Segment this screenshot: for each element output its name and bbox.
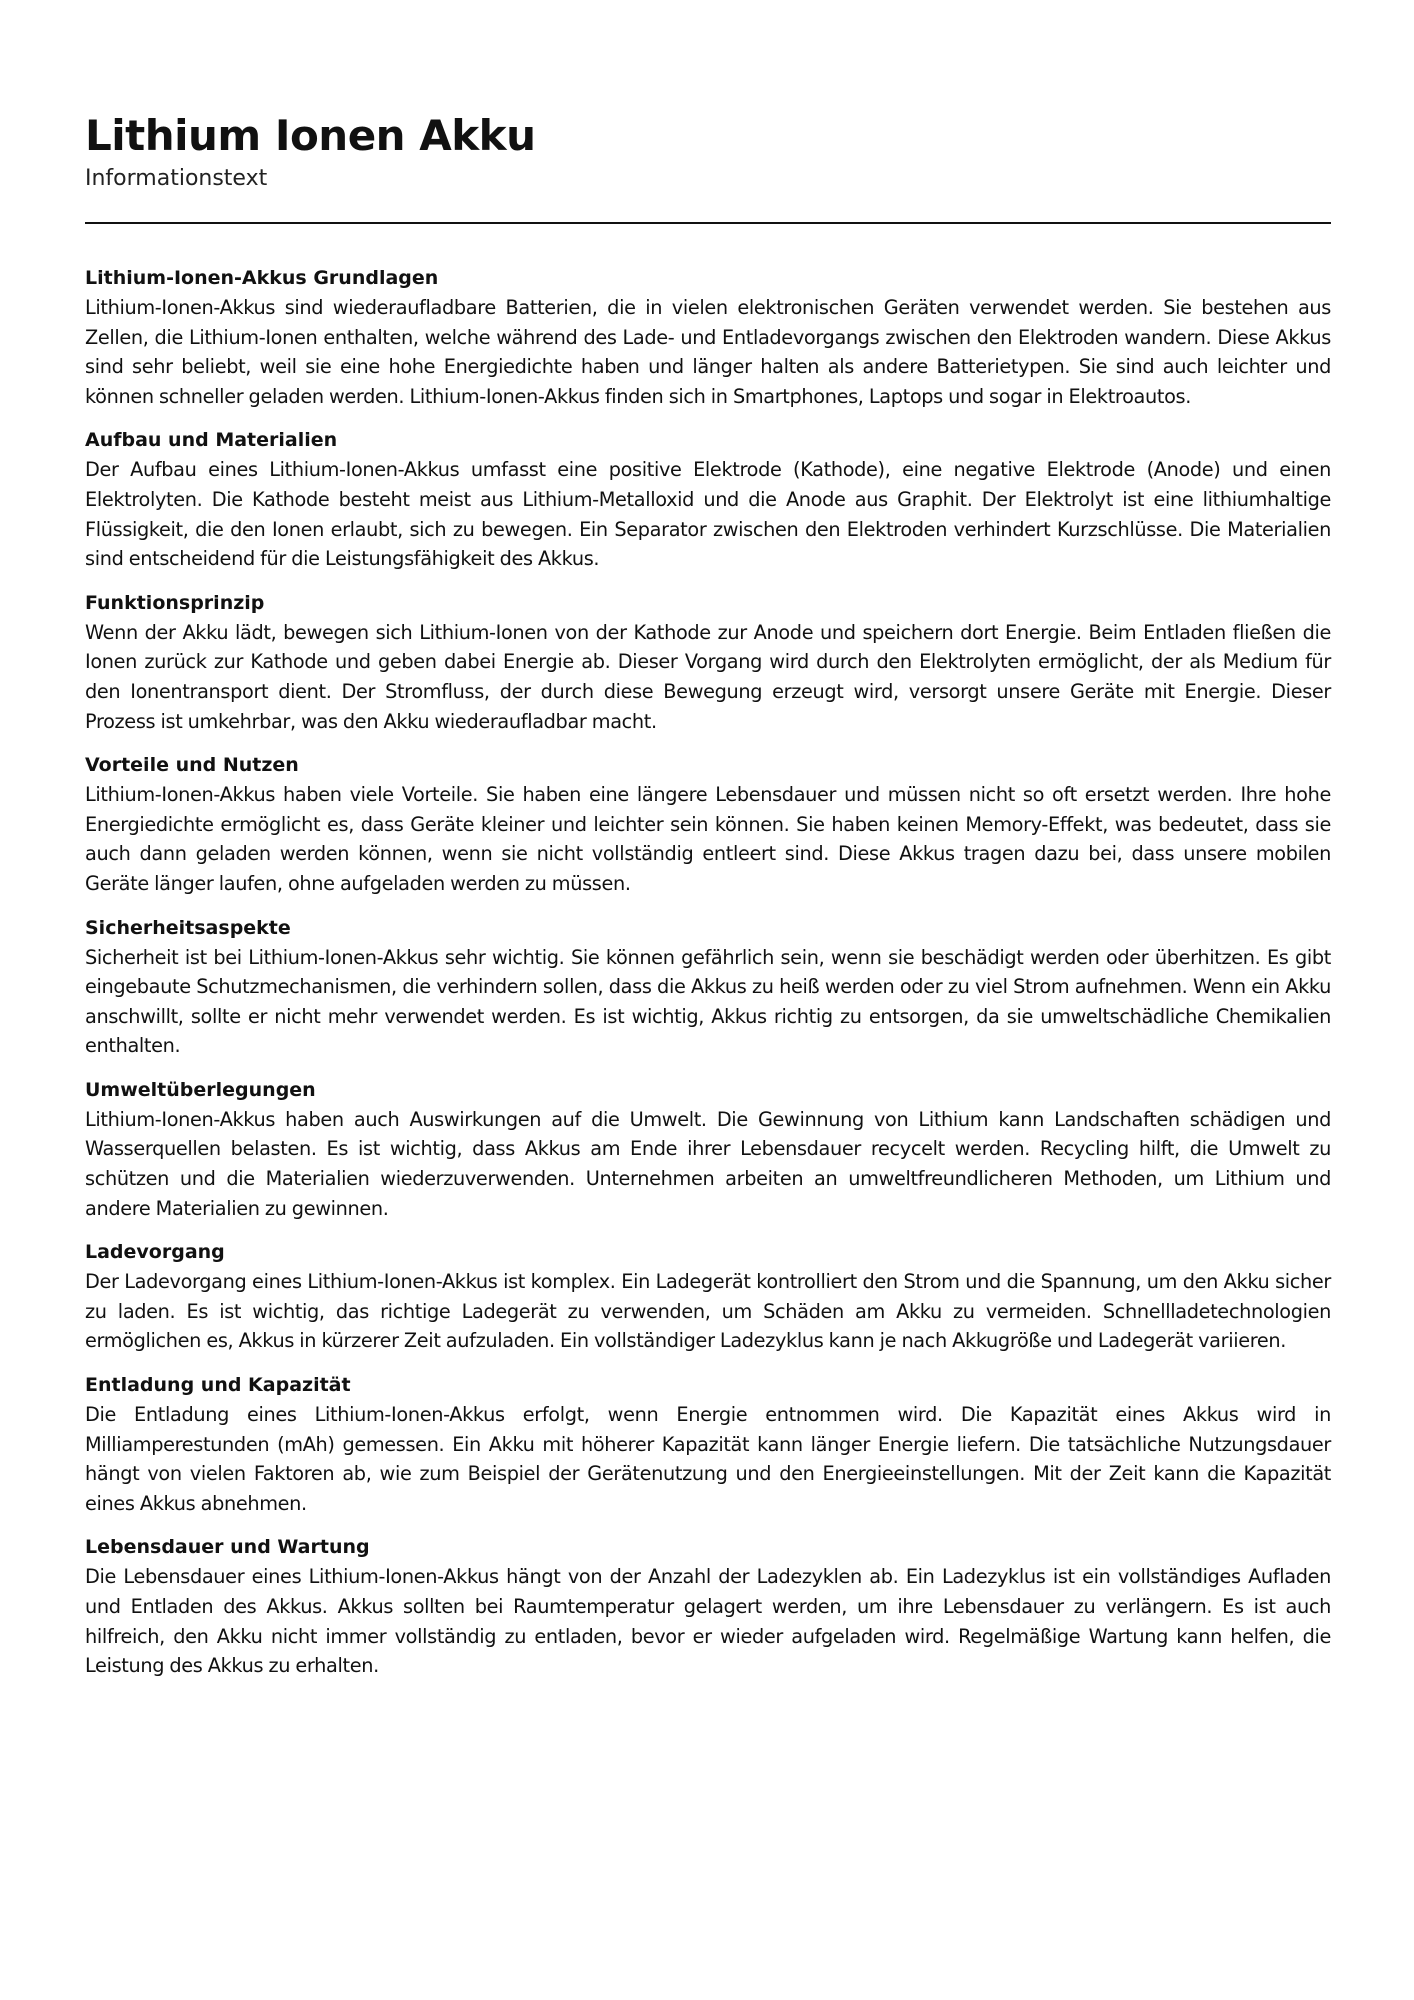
section-heading: Lithium-Ionen-Akkus Grundlagen <box>85 267 439 289</box>
section-heading: Entladung und Kapazität <box>85 1374 351 1397</box>
section-body: Lithium-Ionen-Akkus haben viele Vorteile. Sie haben eine längere Lebensdauer und müssen nicht so oft ersetzt werden. Ihre hohe Energiedichte ermöglicht es, dass Geräte kleiner und leichter sein können. Sie haben keinen Memory-Effekt, was bedeutet, dass sie auch dann geladen werden können, wenn sie nicht vollständig entleert sind. Diese Akkus tragen dazu bei, dass unsere mobilen Geräte länger laufen, ohne aufgeladen werden zu müssen. <box>85 783 1331 895</box>
section-body: Lithium-Ionen-Akkus haben auch Auswirkungen auf die Umwelt. Die Gewinnung von Lithium kann Landschaften schädigen und Wasserquellen belasten. Es ist wichtig, dass Akkus am Ende ihrer Lebensdauer recycelt werden. Recycling hilft, die Umwelt zu schützen und die Materialien wiederzuverwenden. Unternehmen arbeiten an umweltfreundlicheren Methoden, um Lithium und andere Materialien zu gewinnen. <box>85 1107 1331 1220</box>
section-heading: Lebensdauer und Wartung <box>85 1536 370 1559</box>
section-sicherheit <box>85 914 1331 1061</box>
section-heading: Funktionsprinzip <box>85 591 265 614</box>
section-vorteile <box>85 751 1331 898</box>
section-entladung <box>85 1371 1331 1518</box>
section-ladevorgang <box>85 1238 1331 1356</box>
section-body: Die Lebensdauer eines Lithium-Ionen-Akkus hängt von der Anzahl der Ladezyklen ab. Ein Ladezyklus ist ein vollständiges Aufladen und Entladen des Akkus. Akkus sollten bei Raumtemperatur gelagert werden, um ihre Lebensdauer zu verlängern. Es ist auch hilfreich, den Akku nicht immer vollständig zu entladen, bevor er wieder aufgeladen wird. Regelmäßige Wartung kann helfen, die Leistung des Akkus zu erhalten. <box>85 1565 1331 1678</box>
section-heading: Ladevorgang <box>85 1241 225 1264</box>
section-heading: Umweltüberlegungen <box>85 1078 316 1101</box>
section-body: Sicherheit ist bei Lithium-Ionen-Akkus sehr wichtig. Sie können gefährlich sein, wenn sie beschädigt werden oder überhitzen. Es gibt eingebaute Schutzmechanismen, die verhindern sollen, dass die Akkus zu heiß werden oder zu viel Strom aufnehmen. Wenn ein Akku anschwillt, sollte er nicht mehr verwendet werden. Es ist wichtig, Akkus richtig zu entsorgen, da sie umweltschädliche Chemikalien enthalten. <box>85 945 1331 1058</box>
section-heading: Aufbau und Materialien <box>85 429 338 452</box>
section-body: Der Aufbau eines Lithium-Ionen-Akkus umfasst eine positive Elektrode (Kathode), eine negative Elektrode (Anode) und einen Elektrolyten. Die Kathode besteht meist aus Lithium-Metalloxid und die Anode aus Graphit. Der Elektrolyt ist eine lithiumhaltige Flüssigkeit, die den Ionen erlaubt, sich zu bewegen. Ein Separator zwischen den Elektroden verhindert Kurzschlüsse. Die Materialien sind entscheidend für die Leistungsfähigkeit des Akkus. <box>85 458 1331 571</box>
document-page <box>85 112 1331 1696</box>
section-heading: Sicherheitsaspekte <box>85 916 291 939</box>
section-body: Die Entladung eines Lithium-Ionen-Akkus erfolgt, wenn Energie entnommen wird. Die Kapazität eines Akkus wird in Milliamperestunden (mAh) gemessen. Ein Akku mit höherer Kapazität kann länger Energie liefern. Die tatsächliche Nutzungsdauer hängt von vielen Faktoren ab, wie zum Beispiel der Gerätenutzung und den Energieeinstellungen. Mit der Zeit kann die Kapazität eines Akkus abnehmen. <box>85 1403 1331 1515</box>
section-grundlagen <box>85 264 1331 411</box>
section-body: Der Ladevorgang eines Lithium-Ionen-Akkus ist komplex. Ein Ladegerät kontrolliert den Strom und die Spannung, um den Akku sicher zu laden. Es ist wichtig, das richtige Ladegerät zu verwenden, um Schäden am Akku zu vermeiden. Schnellladetechnologien ermöglichen es, Akkus in kürzerer Zeit aufzuladen. Ein vollständiger Ladezyklus kann je nach Akkugröße und Ladegerät variieren. <box>85 1270 1331 1353</box>
document-title: Lithium Ionen Akku <box>85 111 536 160</box>
section-umwelt <box>85 1076 1331 1223</box>
section-aufbau <box>85 426 1331 573</box>
section-funktionsprinzip <box>85 589 1331 736</box>
section-lebensdauer <box>85 1533 1331 1680</box>
section-heading: Vorteile und Nutzen <box>85 754 299 777</box>
document-subtitle: Informationstext <box>85 166 268 191</box>
section-body: Wenn der Akku lädt, bewegen sich Lithium-Ionen von der Kathode zur Anode und speichern dort Energie. Beim Entladen fließen die Ionen zurück zur Kathode und geben dabei Energie ab. Dieser Vorgang wird durch den Elektrolyten ermöglicht, der als Medium für den Ionentransport dient. Der Stromfluss, der durch diese Bewegung erzeugt wird, versorgt unsere Geräte mit Energie. Dieser Prozess ist umkehrbar, was den Akku wiederaufladbar macht. <box>85 620 1331 733</box>
header-divider <box>85 222 1331 224</box>
section-body: Lithium-Ionen-Akkus sind wiederaufladbare Batterien, die in vielen elektronischen Geräten verwendet werden. Sie bestehen aus Zellen, die Lithium-Ionen enthalten, welche während des Lade- und Entladevorgangs zwischen den Elektroden wandern. Diese Akkus sind sehr beliebt, weil sie eine hohe Energiedichte haben und länger halten als andere Batterietypen. Sie sind auch leichter und können schneller geladen werden. Lithium-Ionen-Akkus finden sich in Smartphones, Laptops und sogar in Elektroautos. <box>85 296 1331 408</box>
